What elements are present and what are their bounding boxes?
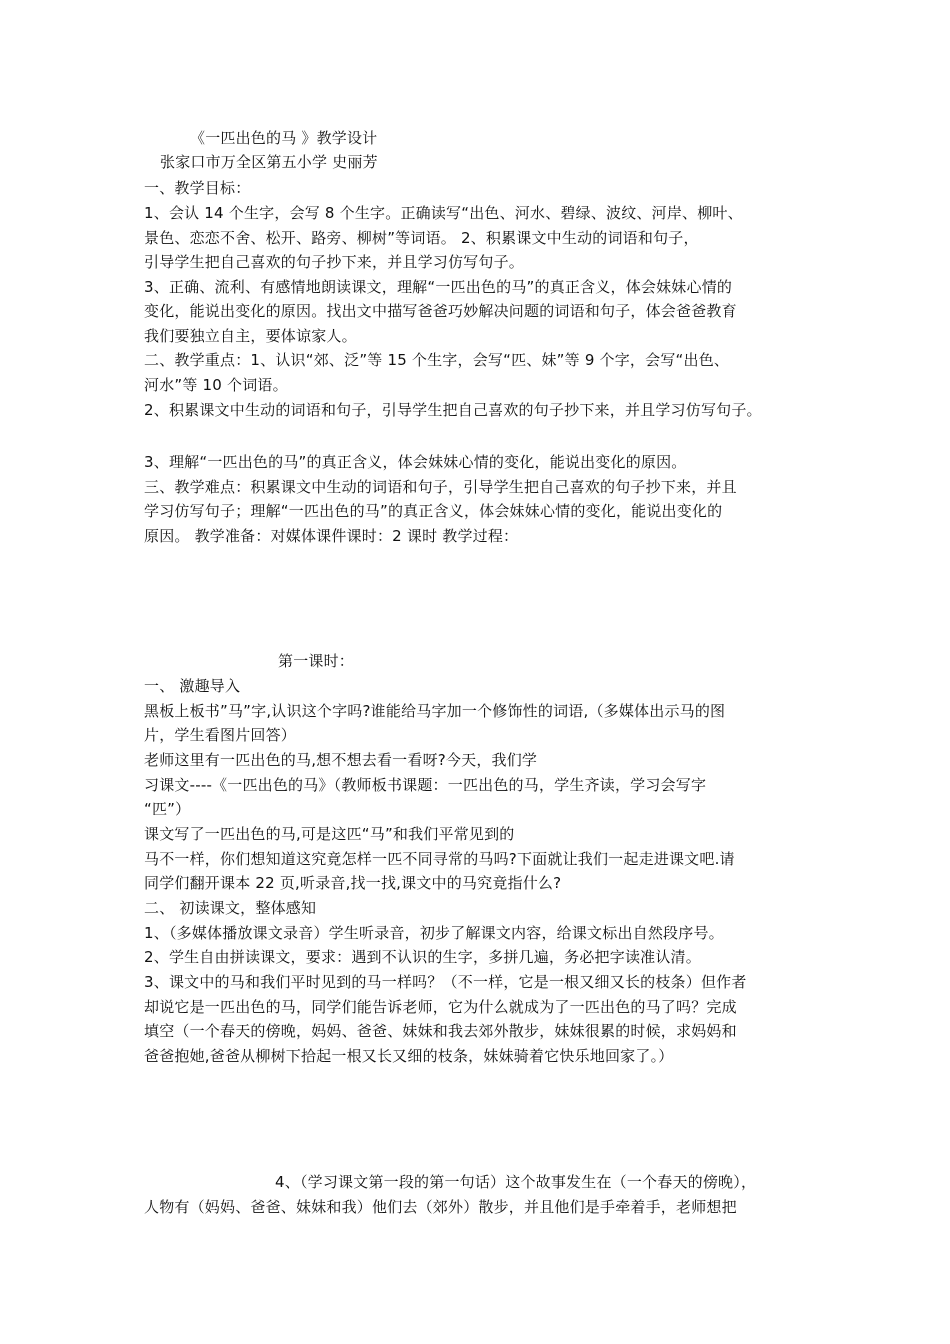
paragraph-line: 习课文----《一匹出色的马》（教师板书课题：一匹出色的马，学生齐读，学习会写字 [144, 776, 707, 794]
document-title: 《一匹出色的马 》教学设计 [190, 129, 378, 147]
paragraph-line: 片，学生看图片回答） [144, 726, 297, 744]
paragraph-line: 老师这里有一匹出色的马,想不想去看一看呀?今天，我们学 [144, 751, 538, 769]
paragraph-line: 却说它是一匹出色的马，同学们能告诉老师，它为什么就成为了一匹出色的马了吗？完成 [144, 998, 737, 1016]
paragraph-line: 爸爸抱她,爸爸从柳树下拾起一根又长又细的枝条，妹妹骑着它快乐地回家了。） [144, 1047, 674, 1065]
paragraph-line: 引导学生把自己喜欢的句子抄下来，并且学习仿写句子。 [144, 253, 525, 271]
paragraph-line: 学习仿写句子；理解“一匹出色的马”的真正含义，体会妹妹心情的变化，能说出变化的 [144, 502, 723, 520]
paragraph-line: 原因。 教学准备：对媒体课件课时：2 课时 教学过程： [144, 527, 519, 545]
paragraph-line: 景色、恋恋不舍、松开、路旁、柳树”等词语。 2、积累课文中生动的词语和句子， [144, 229, 699, 247]
paragraph-line: 河水”等 10 个词语。 [144, 376, 288, 394]
paragraph-line: 马不一样，你们想知道这究竟怎样一匹不同寻常的马吗?下面就让我们一起走进课文吧.请 [144, 850, 735, 868]
paragraph-line: 我们要独立自主，要体谅家人。 [144, 327, 357, 345]
paragraph-line: 同学们翻开课本 22 页,听录音,找一找,课文中的马究竟指什么? [144, 874, 562, 892]
paragraph-line: 课文写了一匹出色的马,可是这匹“马”和我们平常见到的 [144, 825, 515, 843]
paragraph-line: 人物有（妈妈、爸爸、妹妹和我）他们去（郊外）散步，并且他们是手牵着手，老师想把 [144, 1198, 737, 1216]
paragraph-line: 2、积累课文中生动的词语和句子，引导学生把自己喜欢的句子抄下来，并且学习仿写句子。 [144, 401, 762, 419]
paragraph-line: 填空（一个春天的傍晚，妈妈、爸爸、妹妹和我去郊外散步，妹妹很累的时候，求妈妈和 [144, 1022, 737, 1040]
paragraph-line: 2、学生自由拼读课文，要求：遇到不认识的生字，多拼几遍，务必把字读准认清。 [144, 948, 701, 966]
section-heading: 一、 激趣导入 [144, 677, 241, 695]
paragraph-line: 3、正确、流利、有感情地朗读课文，理解“一匹出色的马”的真正含义，体会妹妹心情的 [144, 278, 733, 296]
section-heading: 一、教学目标： [144, 179, 251, 197]
lesson-heading: 第一课时： [278, 652, 355, 670]
paragraph-line: 1、会认 14 个生字，会写 8 个生字。正确读写“出色、河水、碧绿、波纹、河岸、柳叶、 [144, 204, 743, 222]
paragraph-line: 变化，能说出变化的原因。找出文中描写爸爸巧妙解决问题的词语和句子，体会爸爸教育 [144, 302, 737, 320]
section-heading: 三、教学难点：积累课文中生动的词语和句子，引导学生把自己喜欢的句子抄下来，并且 [144, 478, 737, 496]
paragraph-line: 3、课文中的马和我们平时见到的马一样吗？（不一样，它是一根又细又长的枝条）但作者 [144, 973, 747, 991]
paragraph-line: “匹”） [144, 800, 191, 818]
paragraph-line: 3、理解“一匹出色的马”的真正含义，体会妹妹心情的变化，能说出变化的原因。 [144, 453, 687, 471]
paragraph-line: 黑板上板书”马”字,认识这个字吗?谁能给马字加一个修饰性的词语,（多媒体出示马的图 [144, 702, 726, 720]
paragraph-line: 4、（学习课文第一段的第一句话）这个故事发生在（一个春天的傍晚）， [275, 1173, 757, 1191]
section-heading: 二、 初读课文，整体感知 [144, 899, 317, 917]
section-heading: 二、教学重点：1、认识“郊、泛”等 15 个生字，会写“匹、妹”等 9 个字，会写“出色、 [144, 351, 730, 369]
paragraph-line: 1、（多媒体播放课文录音）学生听录音，初步了解课文内容，给课文标出自然段序号。 [144, 924, 724, 942]
author-line: 张家口市万全区第五小学 史丽芳 [160, 153, 378, 171]
